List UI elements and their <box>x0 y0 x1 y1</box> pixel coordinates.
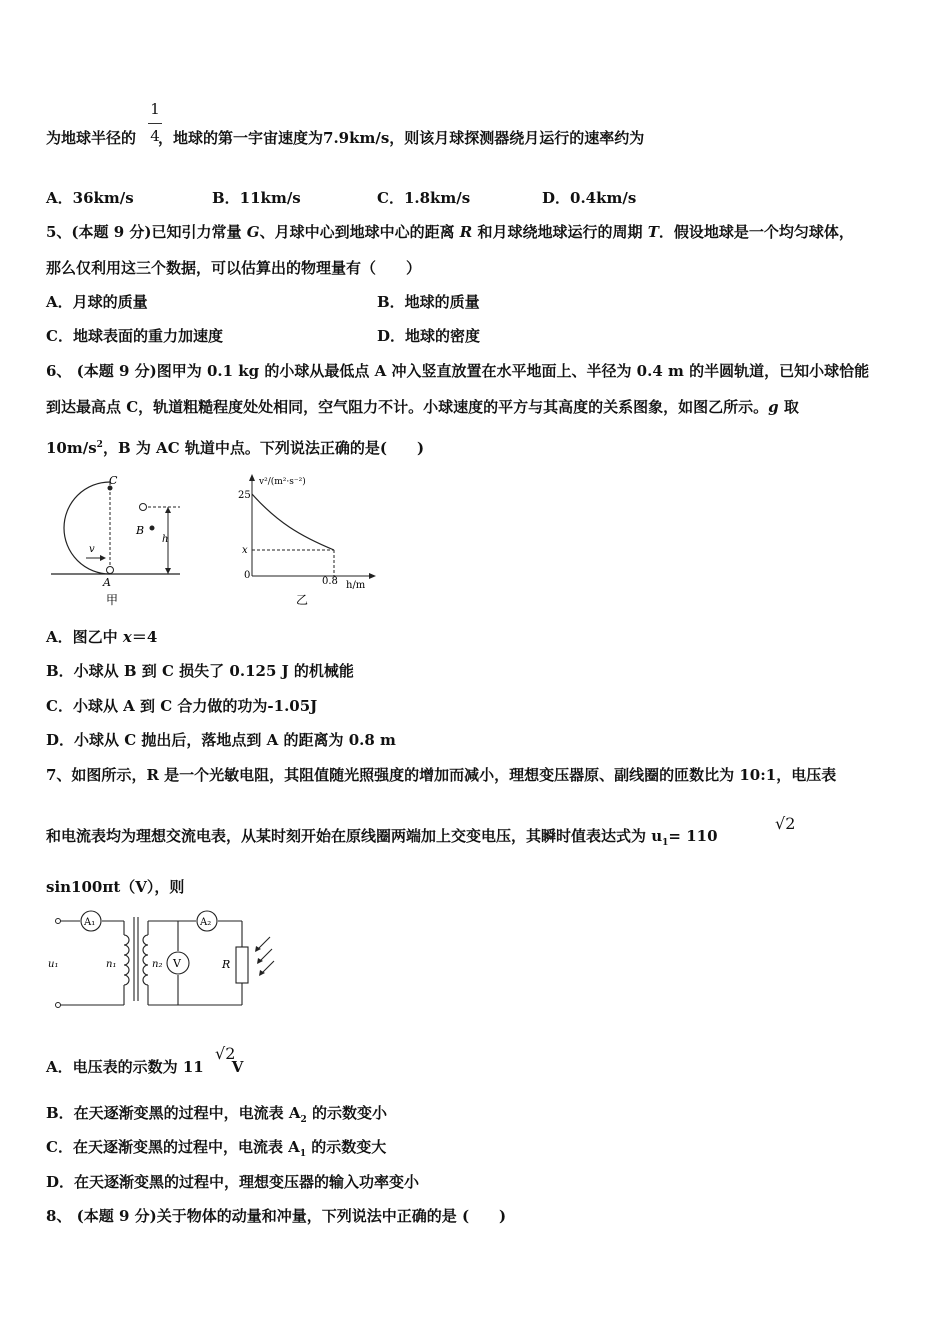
q5-option-a: A．月球的质量 <box>46 293 148 311</box>
q4-option-b: B．11km/s <box>212 189 301 207</box>
label-v: v <box>89 544 95 555</box>
q4-text-a: 为地球半径的 <box>46 129 137 147</box>
y-axis-label: v²/(m²·s⁻²) <box>259 477 306 487</box>
figure-yi-caption: 乙 <box>296 593 309 607</box>
fraction-bar <box>148 123 162 124</box>
sqrt-two-option-a: √2 <box>215 1044 236 1063</box>
q7-line-3: sin100πt（V），则 <box>46 878 185 896</box>
q7-option-c <box>46 1137 386 1164</box>
q5-line-1 <box>46 222 854 242</box>
y-tick-x: x <box>242 545 248 556</box>
fraction-numerator: 1 <box>150 100 160 118</box>
secondary-coil <box>143 935 148 985</box>
voltage-u1-label: u₁ <box>48 959 59 970</box>
resistor-label: R <box>222 958 231 971</box>
q6-option-a-x: x <box>122 628 132 646</box>
ball-near-top <box>140 504 147 511</box>
q7-line-1: 7、如图所示，R 是一个光敏电阻，其阻值随光照强度的增加而减小，理想变压器原、副线圈的匝数比为 10:1，电压表 <box>46 766 837 784</box>
q5-text-c: 和月球绕地球运行的周期 <box>472 223 648 241</box>
q7-text-a: 和电流表均为理想交流电表，从某时刻开始在原线圈两端加上交变电压，其瞬时值表达式为 u <box>46 827 663 845</box>
q7-option-c-sub: 1 <box>299 1149 307 1159</box>
q5-option-b: B．地球的质量 <box>377 293 480 311</box>
transformer-circuit <box>46 905 286 1017</box>
q6-option-d: D．小球从 C 抛出后，落地点到 A 的距离为 0.8 m <box>46 731 396 749</box>
q7-option-d: D．在天逐渐变黑的过程中，理想变压器的输入功率变小 <box>46 1173 420 1191</box>
q5-text-d: ．假设地球是一个均匀球体， <box>658 223 854 241</box>
label-b: B <box>136 524 145 537</box>
q7-option-c-text-a: C．在天逐渐变黑的过程中，电流表 A <box>46 1138 300 1156</box>
q6-text-c: 10m/s <box>46 439 97 457</box>
q6-line-1: 6、 (本题 9 分)图甲为 0.1 kg 的小球从最低点 A 冲入竖直放置在水平地面上、半径为 0.4 m 的半圆轨道，已知小球恰能 <box>46 362 870 380</box>
q7-option-a <box>46 1057 243 1077</box>
q4-option-c: C．1.8km/s <box>377 189 471 207</box>
figure-yi <box>232 470 382 612</box>
label-h: h <box>162 534 169 545</box>
x-tick-08: 0.8 <box>322 576 338 587</box>
q5-option-c: C．地球表面的重力加速度 <box>46 327 223 345</box>
q7-option-a-text: A．电压表的示数为 11 <box>46 1058 204 1076</box>
ammeter-a1-label: A₁ <box>84 917 96 928</box>
height-arrow-head-down <box>165 568 171 574</box>
q7-option-a-unit: V <box>231 1058 244 1076</box>
q6-option-a <box>46 627 157 647</box>
sqrt-two: √2 <box>775 814 796 833</box>
q7-option-b <box>46 1103 387 1130</box>
figure-jia-caption: 甲 <box>106 593 119 607</box>
q4-option-d: D．0.4km/s <box>542 189 637 207</box>
q6-text-b: 取 <box>778 398 799 416</box>
q7-option-b-text-a: B．在天逐渐变黑的过程中，电流表 A <box>46 1104 301 1122</box>
q7-option-b-text-b: 的示数变小 <box>306 1104 388 1122</box>
x-axis-arrow <box>369 573 376 579</box>
q6-option-a-value: ＝4 <box>131 628 158 646</box>
q7-line-2 <box>46 826 718 853</box>
q7-text-b: = 110 <box>668 827 718 845</box>
input-terminal-top <box>56 919 61 924</box>
primary-coil <box>124 935 129 985</box>
q5-line-2: 那么仅利用这三个数据，可以估算出的物理量有（ ） <box>46 259 422 277</box>
x-axis-label: h/m <box>346 580 366 591</box>
ball-at-a <box>107 567 114 574</box>
q4-option-a: A．36km/s <box>46 189 134 207</box>
q5-text-b: 、月球中心到地球中心的距离 <box>259 223 460 241</box>
label-c: C <box>109 474 118 487</box>
label-a: A <box>103 576 111 589</box>
q4-text-b: ，地球的第一宇宙速度为7.9km/s，则该月球探测器绕月运行的速率约为 <box>158 129 645 147</box>
v2-h-curve <box>252 494 334 550</box>
point-b <box>150 526 155 531</box>
figure-jia <box>46 470 196 612</box>
q6-symbol-g: g <box>768 398 779 416</box>
ammeter-a2-label: A₂ <box>200 917 212 928</box>
q5-symbol-t: T <box>647 223 659 241</box>
y-tick-25: 25 <box>238 490 251 501</box>
fraction-denominator: 4 <box>150 127 160 145</box>
q5-symbol-g: G <box>246 223 260 241</box>
q7-option-b-sub: 2 <box>300 1115 307 1125</box>
q6-superscript: 2 <box>96 440 103 450</box>
photoresistor-r <box>236 947 248 983</box>
input-terminal-bottom <box>56 1003 61 1008</box>
q6-text-d: ，B 为 AC 轨道中点。下列说法正确的是( ) <box>102 439 425 457</box>
origin-label: 0 <box>244 570 251 581</box>
q6-option-c: C．小球从 A 到 C 合力做的功为-1.05J <box>46 697 318 715</box>
q7-subscript: 1 <box>662 838 669 848</box>
q6-line-2 <box>46 397 799 417</box>
q6-line-3 <box>46 435 424 458</box>
q6-text-a: 到达最高点 C，轨道粗糙程度处处相同，空气阻力不计。小球速度的平方与其高度的关系图象，如图乙所示。 <box>46 398 769 416</box>
q6-option-a-text: A．图乙中 <box>46 628 123 646</box>
q5-text-a: 5、(本题 9 分)已知引力常量 <box>46 223 247 241</box>
q4-line <box>46 128 644 148</box>
semicircle-track <box>64 482 110 574</box>
turns-n2-label: n₂ <box>152 959 163 970</box>
y-axis-arrow <box>249 474 255 481</box>
voltmeter-label: V <box>173 957 181 970</box>
turns-n1-label: n₁ <box>106 959 117 970</box>
q5-symbol-r: R <box>459 223 473 241</box>
q5-option-d: D．地球的密度 <box>377 327 481 345</box>
q7-option-c-text-b: 的示数变大 <box>306 1138 387 1156</box>
height-arrow-head-up <box>165 507 171 513</box>
q8-line-1: 8、 (本题 9 分)关于物体的动量和冲量，下列说法中正确的是 ( ) <box>46 1207 507 1225</box>
velocity-arrow-head <box>100 555 106 561</box>
q6-option-b: B．小球从 B 到 C 损失了 0.125 J 的机械能 <box>46 662 354 680</box>
